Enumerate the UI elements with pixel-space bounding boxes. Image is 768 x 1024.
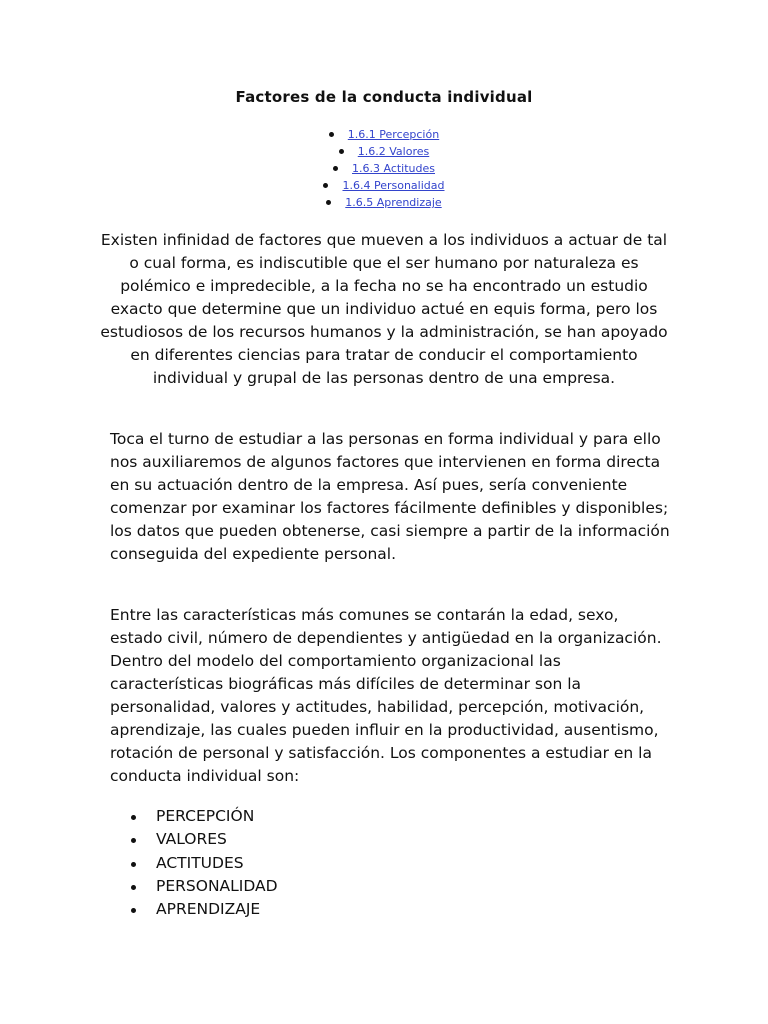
component-label: APRENDIZAJE <box>156 900 261 919</box>
toc-link-personalidad[interactable]: 1.6.4 Personalidad <box>342 179 445 192</box>
bullet-icon <box>323 183 328 188</box>
table-of-contents <box>0 126 768 211</box>
component-label: VALORES <box>156 830 227 849</box>
bullet-icon <box>131 815 136 820</box>
component-label: ACTITUDES <box>156 853 244 872</box>
bullet-icon <box>131 838 136 843</box>
bullet-icon <box>329 132 334 137</box>
list-item <box>126 828 278 851</box>
list-item <box>126 875 278 898</box>
list-item <box>126 852 278 875</box>
bullet-icon <box>326 200 331 205</box>
toc-item <box>0 177 768 194</box>
toc-link-percepcion[interactable]: 1.6.1 Percepción <box>347 128 440 141</box>
document-title: Factores de la conducta individual <box>235 88 533 106</box>
bullet-icon <box>131 885 136 890</box>
components-list <box>126 805 278 921</box>
toc-item <box>0 194 768 211</box>
toc-item <box>0 143 768 160</box>
intro-paragraph: Existen infinidad de factores que mueven a los individuos a actuar de tal o cual forma, es indiscutible que el ser humano por naturaleza es polémico e impredecible, a la fecha no se ha encontrado un estudio exacto que determine que un individuo actué en equis forma, pero los estudiosos de los recursos humanos y la administración, se han apoyado en diferentes ciencias para tratar de conducir el comportamiento individual y grupal de las personas dentro de una empresa. <box>100 231 668 387</box>
component-label: PERSONALIDAD <box>156 876 278 895</box>
body-paragraph-characteristics: Entre las características más comunes se contarán la edad, sexo, estado civil, número de dependientes y antigüedad en la organización. Dentro del modelo del comportamiento organizacional las características biográficas más difíciles de determinar son la personalidad, valores y actitudes, habilidad, percepción, motivación, aprendizaje, las cuales pueden influir en la productividad, ausentismo, rotación de personal y satisfacción. Los componentes a estudiar en la conducta individual son: <box>110 606 662 785</box>
bullet-icon <box>131 908 136 913</box>
toc-link-aprendizaje[interactable]: 1.6.5 Aprendizaje <box>345 196 442 209</box>
toc-item <box>0 126 768 143</box>
component-label: PERCEPCIÓN <box>156 807 255 825</box>
toc-item <box>0 160 768 177</box>
bullet-icon <box>339 149 344 154</box>
body-paragraph-individual: Toca el turno de estudiar a las personas en forma individual y para ello nos auxiliaremos de algunos factores que intervienen en forma directa en su actuación dentro de la empresa. Así pues, sería conveniente comenzar por examinar los factores fácilmente definibles y disponibles; los datos que pueden obtenerse, casi siempre a partir de la información conseguida del expediente personal. <box>110 430 670 563</box>
toc-link-actitudes[interactable]: 1.6.3 Actitudes <box>352 162 435 175</box>
list-item <box>126 898 278 921</box>
toc-link-valores[interactable]: 1.6.2 Valores <box>357 145 430 158</box>
list-item <box>126 805 278 828</box>
bullet-icon <box>131 862 136 867</box>
bullet-icon <box>333 166 338 171</box>
